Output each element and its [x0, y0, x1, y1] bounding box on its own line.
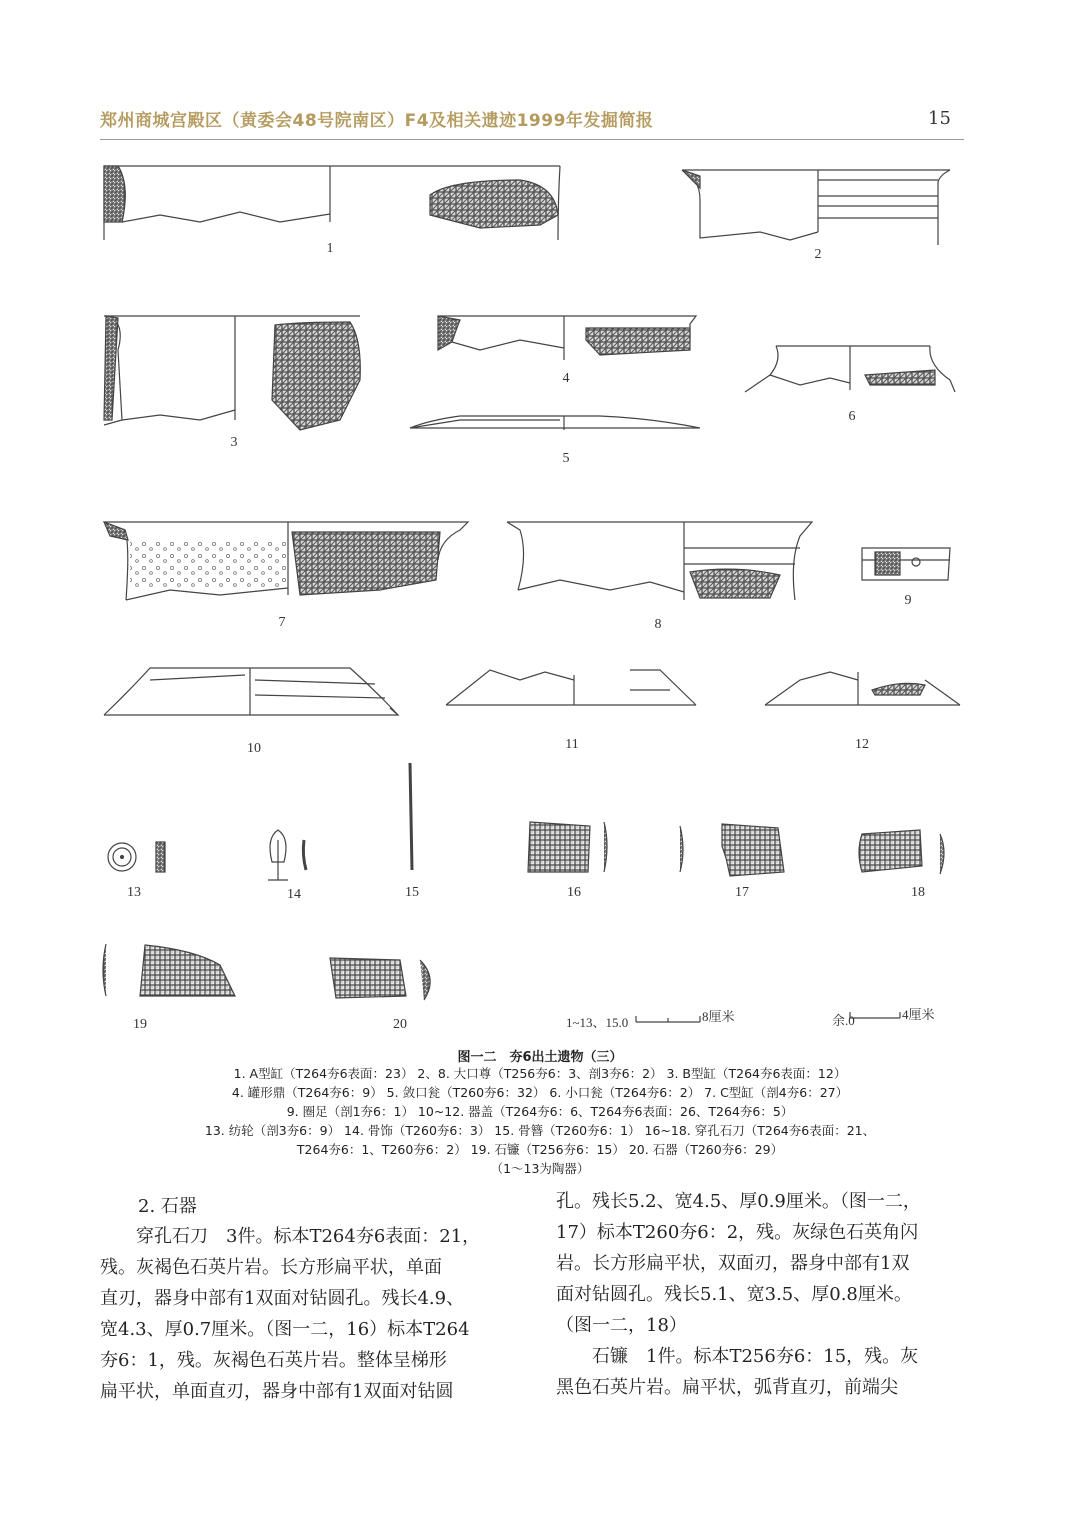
body-line: 面对钻圆孔。残长5.1、宽3.5、厚0.8厘米。: [556, 1284, 912, 1305]
scale-bar-8cm: [636, 1016, 700, 1022]
scale-right-label: [832, 1010, 855, 1029]
figure-number-labels: [127, 241, 925, 1032]
caption-line: （1～13为陶器）: [490, 1161, 590, 1176]
scale-left-unit: 8厘米: [702, 1009, 735, 1024]
artifact-8-zun: [507, 522, 812, 600]
artifact-6-weng: [745, 346, 955, 392]
scale-bar-4cm: [850, 1012, 900, 1018]
artifact-12-lid: [765, 672, 960, 705]
figure-item-number: 11: [565, 737, 579, 752]
scale-right-unit: 4厘米: [902, 1007, 935, 1022]
body-line: 黑色石英片岩。扁平状，弧背直刃，前端尖: [556, 1377, 898, 1398]
figure-item-number: 15: [405, 885, 419, 900]
body-line: 穿孔石刀 3件。标本T264夯6表面：21，: [100, 1226, 481, 1247]
scale-left-label: [566, 1012, 628, 1031]
caption-line: T264夯6：1、T260夯6：2） 19. 石镰（T256夯6：15） 20. 石器（T260夯6：29）: [296, 1142, 784, 1157]
artifact-19-stone-sickle: [103, 944, 235, 996]
body-right-column: [556, 1186, 976, 1403]
figure-item-number: 6: [848, 409, 856, 424]
artifact-2-zun: [682, 170, 950, 245]
figure-item-number: 17: [735, 885, 749, 900]
artifact-20-stone-tool: [330, 958, 430, 1000]
caption-line: 13. 纺轮（剖3夯6：9） 14. 骨饰（T260夯6：3） 15. 骨簪（T260夯6：1） 16~18. 穿孔石刀（T264夯6表面：21、: [204, 1123, 876, 1138]
body-line: 残。灰褐色石英片岩。长方形扁平状，单面: [100, 1257, 442, 1278]
body-line: （图一二，18）: [556, 1315, 687, 1336]
body-left-column: [100, 1221, 530, 1407]
figure-item-number: 18: [911, 885, 925, 900]
figure-item-number: 19: [133, 1017, 147, 1032]
figure-item-number: 3: [230, 435, 238, 450]
figure-item-number: 5: [562, 451, 570, 466]
artifact-11-lid: [446, 670, 696, 705]
figure-item-number: 8: [654, 617, 662, 632]
figure-item-number: 14: [287, 887, 301, 902]
figure-caption-title: 图一二 夯6出土遗物（三）: [457, 1050, 623, 1065]
figure-item-number: 2: [814, 247, 822, 262]
artifact-5-weng: [410, 416, 700, 430]
caption-line: 4. 罐形鼎（T264夯6：9） 5. 敛口瓮（T260夯6：32） 6. 小口瓮（T264夯6：2） 7. C型缸（剖4夯6：27）: [231, 1085, 849, 1100]
body-line: 直刃，器身中部有1双面对钻圆孔。残长4.9、: [100, 1288, 465, 1309]
figure-item-number: 7: [278, 615, 286, 630]
artifact-3-jar: [104, 316, 360, 430]
figure-item-number: 4: [562, 371, 570, 386]
scale-right-zero: 0: [848, 1013, 855, 1028]
figure-item-number: 20: [393, 1017, 407, 1032]
running-header-title: 郑州商城宫殿区（黄委会48号院南区）F4及相关遗迹1999年发掘简报: [100, 111, 654, 131]
body-line: 17）标本T260夯6：2，残。灰绿色石英角闪: [556, 1222, 919, 1243]
body-line: 宽4.3、厚0.7厘米。（图一二，16）标本T264: [100, 1319, 470, 1340]
artifact-10-lid: [104, 668, 398, 715]
body-line: 夯6：1，残。灰褐色石英片岩。整体呈梯形: [100, 1350, 447, 1371]
figure-item-number: 12: [855, 737, 869, 752]
artifact-17-stone-knife: [680, 824, 784, 876]
artifact-4-ding: [438, 316, 696, 360]
figure-item-number: 16: [567, 885, 581, 900]
figure-item-number: 9: [904, 593, 912, 608]
caption-line: 1. A型缸（T264夯6表面：23） 2、8. 大口尊（T256夯6：3、剖3夯6：2） 3. B型缸（T264夯6表面：12）: [233, 1066, 847, 1081]
artifact-9-ringfoot: [862, 548, 950, 580]
artifact-13-spindle-whorl: [108, 842, 165, 872]
body-line: 岩。长方形扁平状，双面刃，器身中部有1双: [556, 1253, 910, 1274]
page-number: 15: [928, 108, 951, 129]
artifact-18-stone-knife: [859, 830, 944, 874]
scale-left-prefix: 1~13、15.: [566, 1015, 622, 1030]
scale-left-zero: 0: [621, 1015, 629, 1030]
artifact-16-stone-knife: [528, 822, 607, 872]
body-line: 石镰 1件。标本T256夯6：15，残。灰: [556, 1346, 919, 1367]
figure-item-number: 1: [326, 241, 334, 256]
body-line: 孔。残长5.2、宽4.5、厚0.9厘米。（图一二，: [556, 1191, 921, 1212]
body-line: 扁平状，单面直刃，器身中部有1双面对钻圆: [100, 1381, 454, 1402]
scale-right-prefix: 余.: [832, 1013, 849, 1028]
artifact-7-jar: [104, 522, 468, 600]
caption-line: 9. 圈足（剖1夯6：1） 10~12. 器盖（T264夯6：6、T264夯6表面：26、T264夯6：5）: [286, 1104, 794, 1119]
artifact-1-jar: [104, 166, 560, 240]
section-heading: 2. 石器: [138, 1196, 197, 1217]
artifact-14-bone-ornament: [268, 830, 306, 880]
figure-item-number: 10: [247, 741, 261, 756]
figure-item-number: 13: [127, 885, 141, 900]
artifact-15-bone-pin: [410, 763, 412, 870]
